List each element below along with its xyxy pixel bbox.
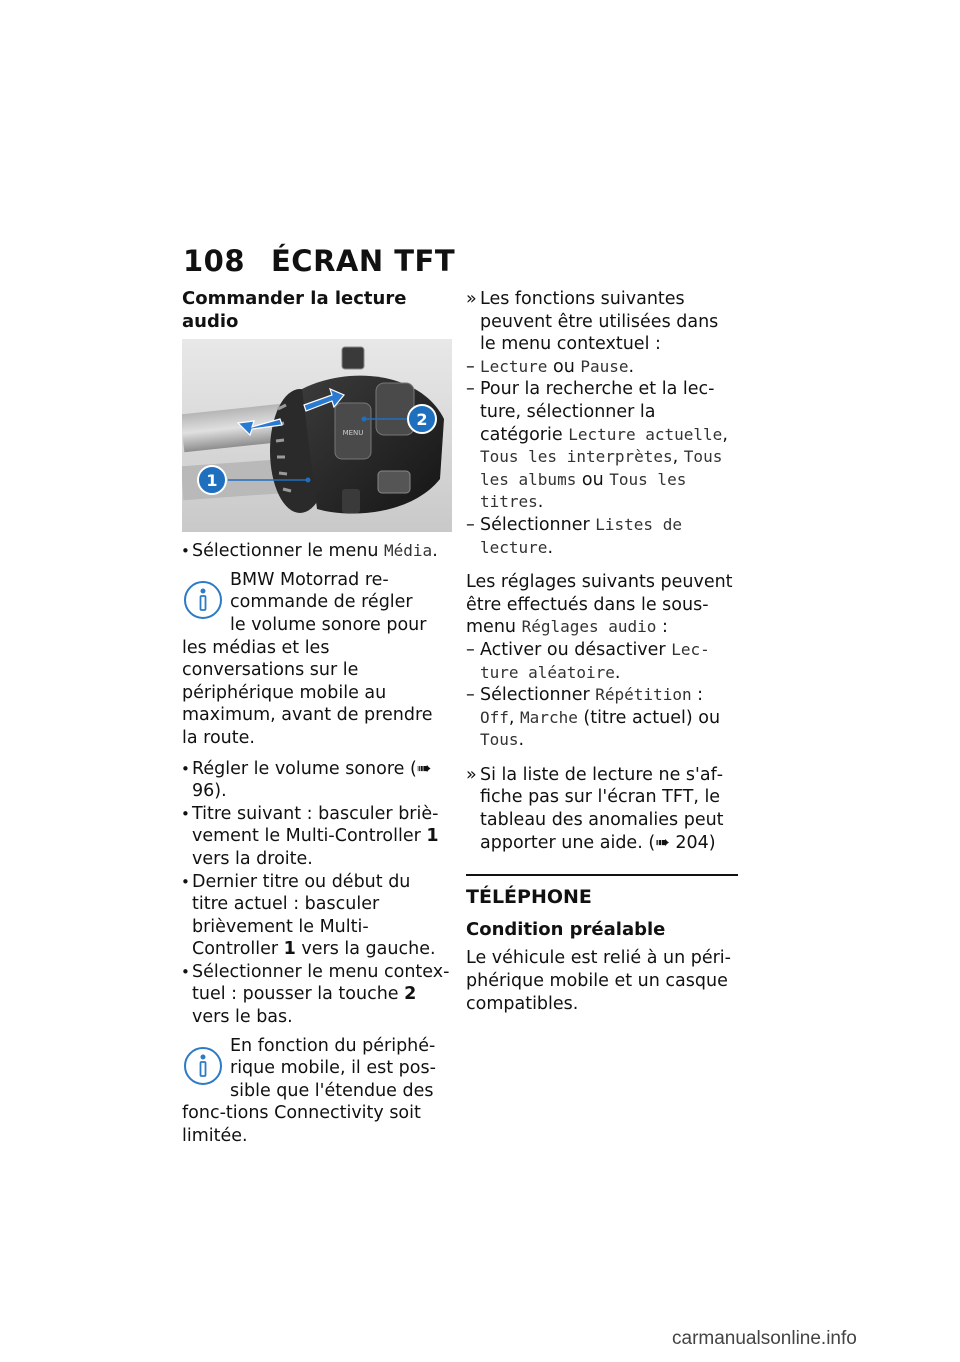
option-text: (titre actuel) ou [577, 707, 721, 728]
prerequisite-heading: Condition préalable [466, 918, 666, 940]
page-number: 108 [183, 244, 246, 278]
menu-name: Marche [520, 707, 578, 727]
option-play-pause [466, 356, 738, 379]
step-text: Dernier titre ou début du titre actuel : basculer brièvement le Multi-Controller [192, 871, 411, 960]
option-search-category [466, 378, 738, 514]
note-text-first: En fonction du périphé-rique mobile, il est pos- [230, 1035, 436, 1079]
callout-ref: 2 [404, 984, 417, 1005]
option-text: , [672, 447, 684, 468]
step-select-media [182, 540, 452, 563]
menu-name: Réglages audio [521, 617, 657, 637]
info-icon [182, 579, 224, 621]
callout-2: 2 [416, 410, 428, 430]
paragraph-text: : [656, 617, 668, 638]
info-icon [182, 1045, 224, 1087]
option-repeat [466, 684, 738, 752]
result-troubleshooting: » Si la liste de lecture ne s'affiche pas sur l'écran TFT, le tableau des anomalies peut apporter une aide. (➠ 204) [466, 764, 738, 854]
info-note-connectivity [182, 1035, 452, 1148]
option-text: , [722, 424, 728, 445]
menu-name: Tous les albums [480, 447, 723, 489]
left-column [182, 288, 452, 1156]
option-text: ou [547, 356, 581, 377]
step-next-track [182, 803, 452, 871]
option-text: . [614, 662, 621, 683]
option-shuffle [466, 639, 738, 684]
option-text: , [508, 707, 521, 728]
watermark[interactable]: carmanualsonline.info [672, 1328, 857, 1349]
page-header [183, 244, 455, 278]
step-text: . [432, 541, 438, 562]
note-text-rest: sible que l'étendue des fonc-tions Connectivity soit limitée. [182, 1080, 434, 1147]
callout-1: 1 [206, 471, 218, 491]
menu-name: Tous [480, 730, 519, 750]
paragraph-text: Les réglages suivants peuvent être effectués dans le sous-menu [466, 572, 733, 638]
option-text: . [628, 356, 635, 377]
step-context-menu [182, 961, 452, 1029]
option-text: . [547, 537, 554, 558]
menu-button-label: MENU [342, 429, 364, 438]
info-note-volume [182, 569, 452, 750]
menu-name: Tous les titres [480, 469, 687, 512]
option-text: . [537, 492, 544, 513]
option-text: Sélectionner [480, 685, 596, 706]
right-column [466, 288, 738, 1015]
option-text: Sélectionner [480, 514, 596, 535]
step-text: Titre suivant : basculer brièvement le Multi-Controller [192, 803, 439, 847]
option-text: ou [576, 469, 610, 490]
option-text: . [518, 730, 525, 751]
menu-name: Lecture [480, 356, 548, 376]
result-context-functions: » Les fonctions suivantes peuvent être utilisées dans le menu contextuel : [466, 288, 738, 356]
step-text: Sélectionner le menu contextuel : pousser la touche [192, 961, 450, 1005]
menu-name: Répétition [595, 685, 692, 705]
menu-name: Lecture actuelle [568, 424, 723, 444]
note-text-first: BMW Motorrad re-commande de régler [230, 569, 413, 613]
section-heading: Commander la lecture audio [182, 288, 407, 332]
menu-name: Lecture aléatoire [480, 639, 710, 682]
menu-name: Off [480, 707, 509, 727]
callout-ref: 1 [283, 939, 296, 960]
section-divider [466, 874, 738, 876]
option-text: Pour la recherche et la lecture, sélectionner la catégorie [480, 379, 715, 445]
section-title-telephone: TÉLÉPHONE [466, 886, 592, 909]
handlebar-illustration [182, 339, 452, 532]
chapter-title: ÉCRAN TFT [271, 244, 456, 278]
callout-ref: 1 [426, 826, 439, 847]
menu-name: Pause [580, 356, 629, 376]
step-text: vers le bas. [192, 1007, 293, 1028]
option-text: : [691, 685, 704, 706]
menu-name: Tous les interprètes [480, 447, 673, 467]
step-adjust-volume: • Régler le volume sonore (➠ 96). [182, 758, 452, 803]
option-text: Activer ou désactiver [480, 639, 672, 660]
handlebar-controls-figure [182, 339, 452, 532]
step-previous-track [182, 871, 452, 961]
step-text: vers la gauche. [295, 939, 436, 960]
menu-name: Listes de lecture [480, 514, 682, 557]
step-text: vers la droite. [192, 848, 313, 869]
audio-settings-paragraph [466, 571, 738, 639]
menu-name: Média [384, 541, 433, 561]
step-text: Sélectionner le menu [192, 541, 385, 562]
note-text-rest: le volume sonore pour les médias et les conversations sur le périphérique mobile au maximum, avant de prendre la route. [182, 614, 433, 748]
option-playlists [466, 514, 738, 559]
prerequisite-text: Le véhicule est relié à un périphérique mobile et un casque compatibles. [466, 948, 731, 1014]
